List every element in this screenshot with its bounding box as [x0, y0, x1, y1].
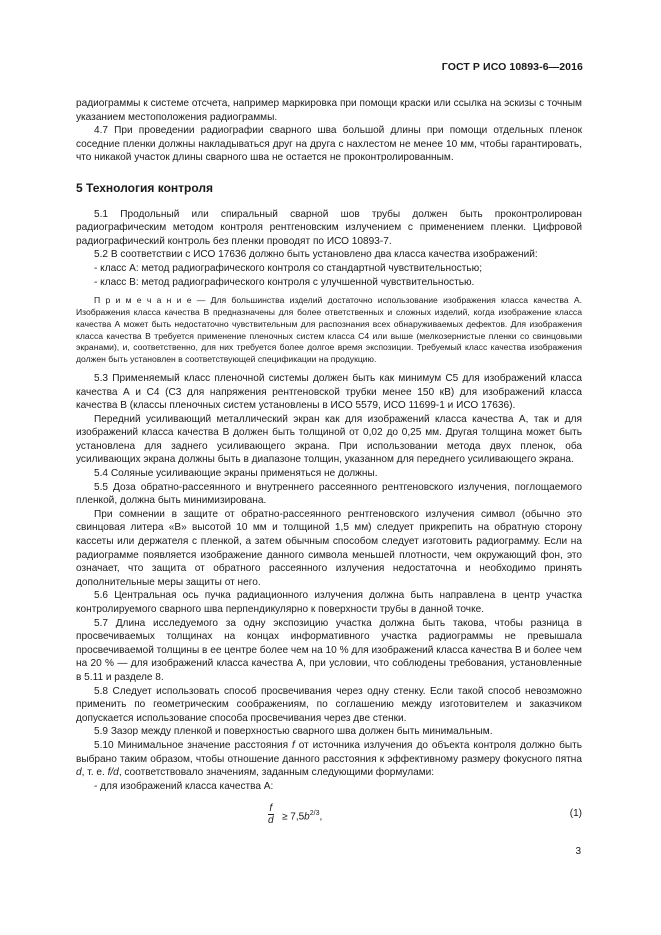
- formula-number: (1): [569, 808, 582, 820]
- paragraph-5-7: 5.7 Длина исследуемого за одну экспозицию участка должна быть такова, чтобы разница в просвечиваемых толщинах на концах информативного участка радиограммы не превышала просвечиваемой толщины в ее центре более чем на 10 % для изображений класса качества В и более чем на 20 % — для изображений класса качества А, при условии, что соблюдены требования, установленные в 5.11 и разделе 8.: [76, 617, 582, 683]
- note-paragraph: П р и м е ч а н и е — Для большинства изделий достаточно использование изображения класса качества А. Изображения класса качества В предназначены для более ответственных и сложных изделий, когда изображение класса качества А может быть недостаточно чувствительным для распознания всех обнаруживаемых дефектов. Для изображения класса качества В требуется применение пленочных систем класса С4 или выше (мелкозернистые пленки со свинцовыми экранами), и, соответственно, для них требуется более долгое время экспозиции. Требуемый класс качества изображения должен быть установлен в соответствующей спецификации на продукцию.: [76, 295, 582, 365]
- formula-exponent: 2/3: [309, 810, 320, 818]
- formula-expression: [282, 807, 322, 824]
- formula-relation: ≥ 7,5: [282, 811, 305, 823]
- paragraph-5-5-symbol: При сомнении в защите от обратно-рассеянного рентгеновского излучения символ (обычно это свинцовая литера «В» высотой 10 мм и толщиной 1,5 мм) следует прикрепить на обратную сторону кассеты или держателя с пленкой, а затем обычным способом следует изготовить радиограмму. Если на радиограмме появляется изображение данного символа меньшей плотности, чем окружающий фон, это означает, что защита от обратного рассеянного излучения недостаточна и необходимо принять дополнительные меры защиты от него.: [76, 508, 582, 588]
- page-number: 3: [575, 846, 581, 857]
- page-content: [76, 97, 582, 839]
- p510-var-f: f: [291, 739, 295, 751]
- p510-text-b: от источника излучения до объекта контроля должно быть выбрано таким образом, чтобы отношение данного расстояния к эффективному размеру фокусного пятна: [76, 739, 582, 765]
- paragraph-4-7: 4.7 При проведении радиографии сварного шва большой длины при помощи отдельных пленок соседние пленки должны накладываться друг на друга с нахлестом не менее 10 мм, чтобы гарантировать, что никакой участок длины сварного шва не остается не проконтролированным.: [76, 125, 582, 164]
- paragraph-5-5: 5.5 Доза обратно-рассеянного и внутреннего рассеянного рентгеновского излучения, поглощаемого пленкой, должна быть минимизирована.: [76, 481, 582, 507]
- paragraph-5-2: 5.2 В соответствии с ИСО 17636 должно быть установлено два класса качества изображений:: [94, 249, 538, 261]
- section-title: 5 Технология контроля: [76, 180, 214, 195]
- list-item-formula-intro: - для изображений класса качества А:: [94, 780, 274, 792]
- paragraph-5-8: 5.8 Следует использовать способ просвечивания через одну стенку. Если такой способ невозможно применить по геометрическим соображениям, по соглашению между изготовителем и заказчиком допускается использование способа просвечивания через две стенки.: [76, 685, 582, 724]
- list-item-class-b: - класс В: метод радиографического контроля с улучшенной чувствительностью.: [94, 276, 475, 288]
- formula-fraction: [268, 803, 274, 826]
- p510-text-e: , соответствовало значениям, заданным следующими формулами:: [118, 767, 435, 779]
- formula-trail: ,: [319, 811, 323, 823]
- paragraph-5-10: [76, 739, 582, 780]
- paragraph-5-1: 5.1 Продольный или спиральный сварной шов трубы должен быть проконтролирован радиографическим методом контроля рентгеновским излучением с применением пленки. Цифровой радиографический контроль без пленки проводят по ИСО 10893-7.: [76, 208, 582, 247]
- paragraph-5-4: 5.4 Соляные усиливающие экраны применяться не должны.: [94, 468, 378, 480]
- list-item-class-a: - класс А: метод радиографического контроля со стандартной чувствительностью;: [94, 262, 483, 274]
- paragraph-5-9: 5.9 Зазор между пленкой и поверхностью сварного шва должен быть минимальным.: [94, 726, 493, 738]
- p510-text-a: 5.10 Минимальное значение расстояния: [94, 739, 292, 751]
- p510-text-c: , т. е.: [81, 767, 108, 779]
- standard-number: ГОСТ Р ИСО 10893-6—2016: [441, 61, 583, 73]
- formula-denominator: d: [268, 815, 274, 827]
- p510-var-d: d: [76, 767, 82, 779]
- formula-variable: b: [304, 811, 310, 823]
- formula-1: [76, 797, 582, 839]
- p510-var-fd: f/d: [107, 767, 119, 779]
- paragraph-5-3: 5.3 Применяемый класс пленочной системы должен быть как минимум С5 для изображений класса качества А и С4 (С3 для напряжения рентгеновской трубки менее 150 кВ) для изображений класса качества В (классы пленочных систем установлены в ИСО 5579, ИСО 11699-1 и ИСО 17636).: [76, 372, 582, 412]
- paragraph-5-6: 5.6 Центральная ось пучка радиационного излучения должна быть направлена в центр участка контролируемого сварного шва перпендикулярно к поверхности трубы в данной точке.: [76, 590, 582, 615]
- formula-numerator: f: [269, 803, 273, 815]
- paragraph-continued: радиограммы к системе отсчета, например маркировка при помощи краски или ссылка на эскизы с точным указанием местоположения радиограммы.: [76, 98, 582, 123]
- paragraph-5-3-screens: Передний усиливающий металлический экран как для изображений класса качества А, так и для изображений класса качества В должен быть толщиной от 0,02 до 0,25 мм. Другая толщина может быть установлена для заднего усиливающего экрана. При использовании метода двух пленок, оба усиливающих экрана должны быть в диапазоне толщин, указанном для переднего усиливающего экрана.: [76, 413, 582, 466]
